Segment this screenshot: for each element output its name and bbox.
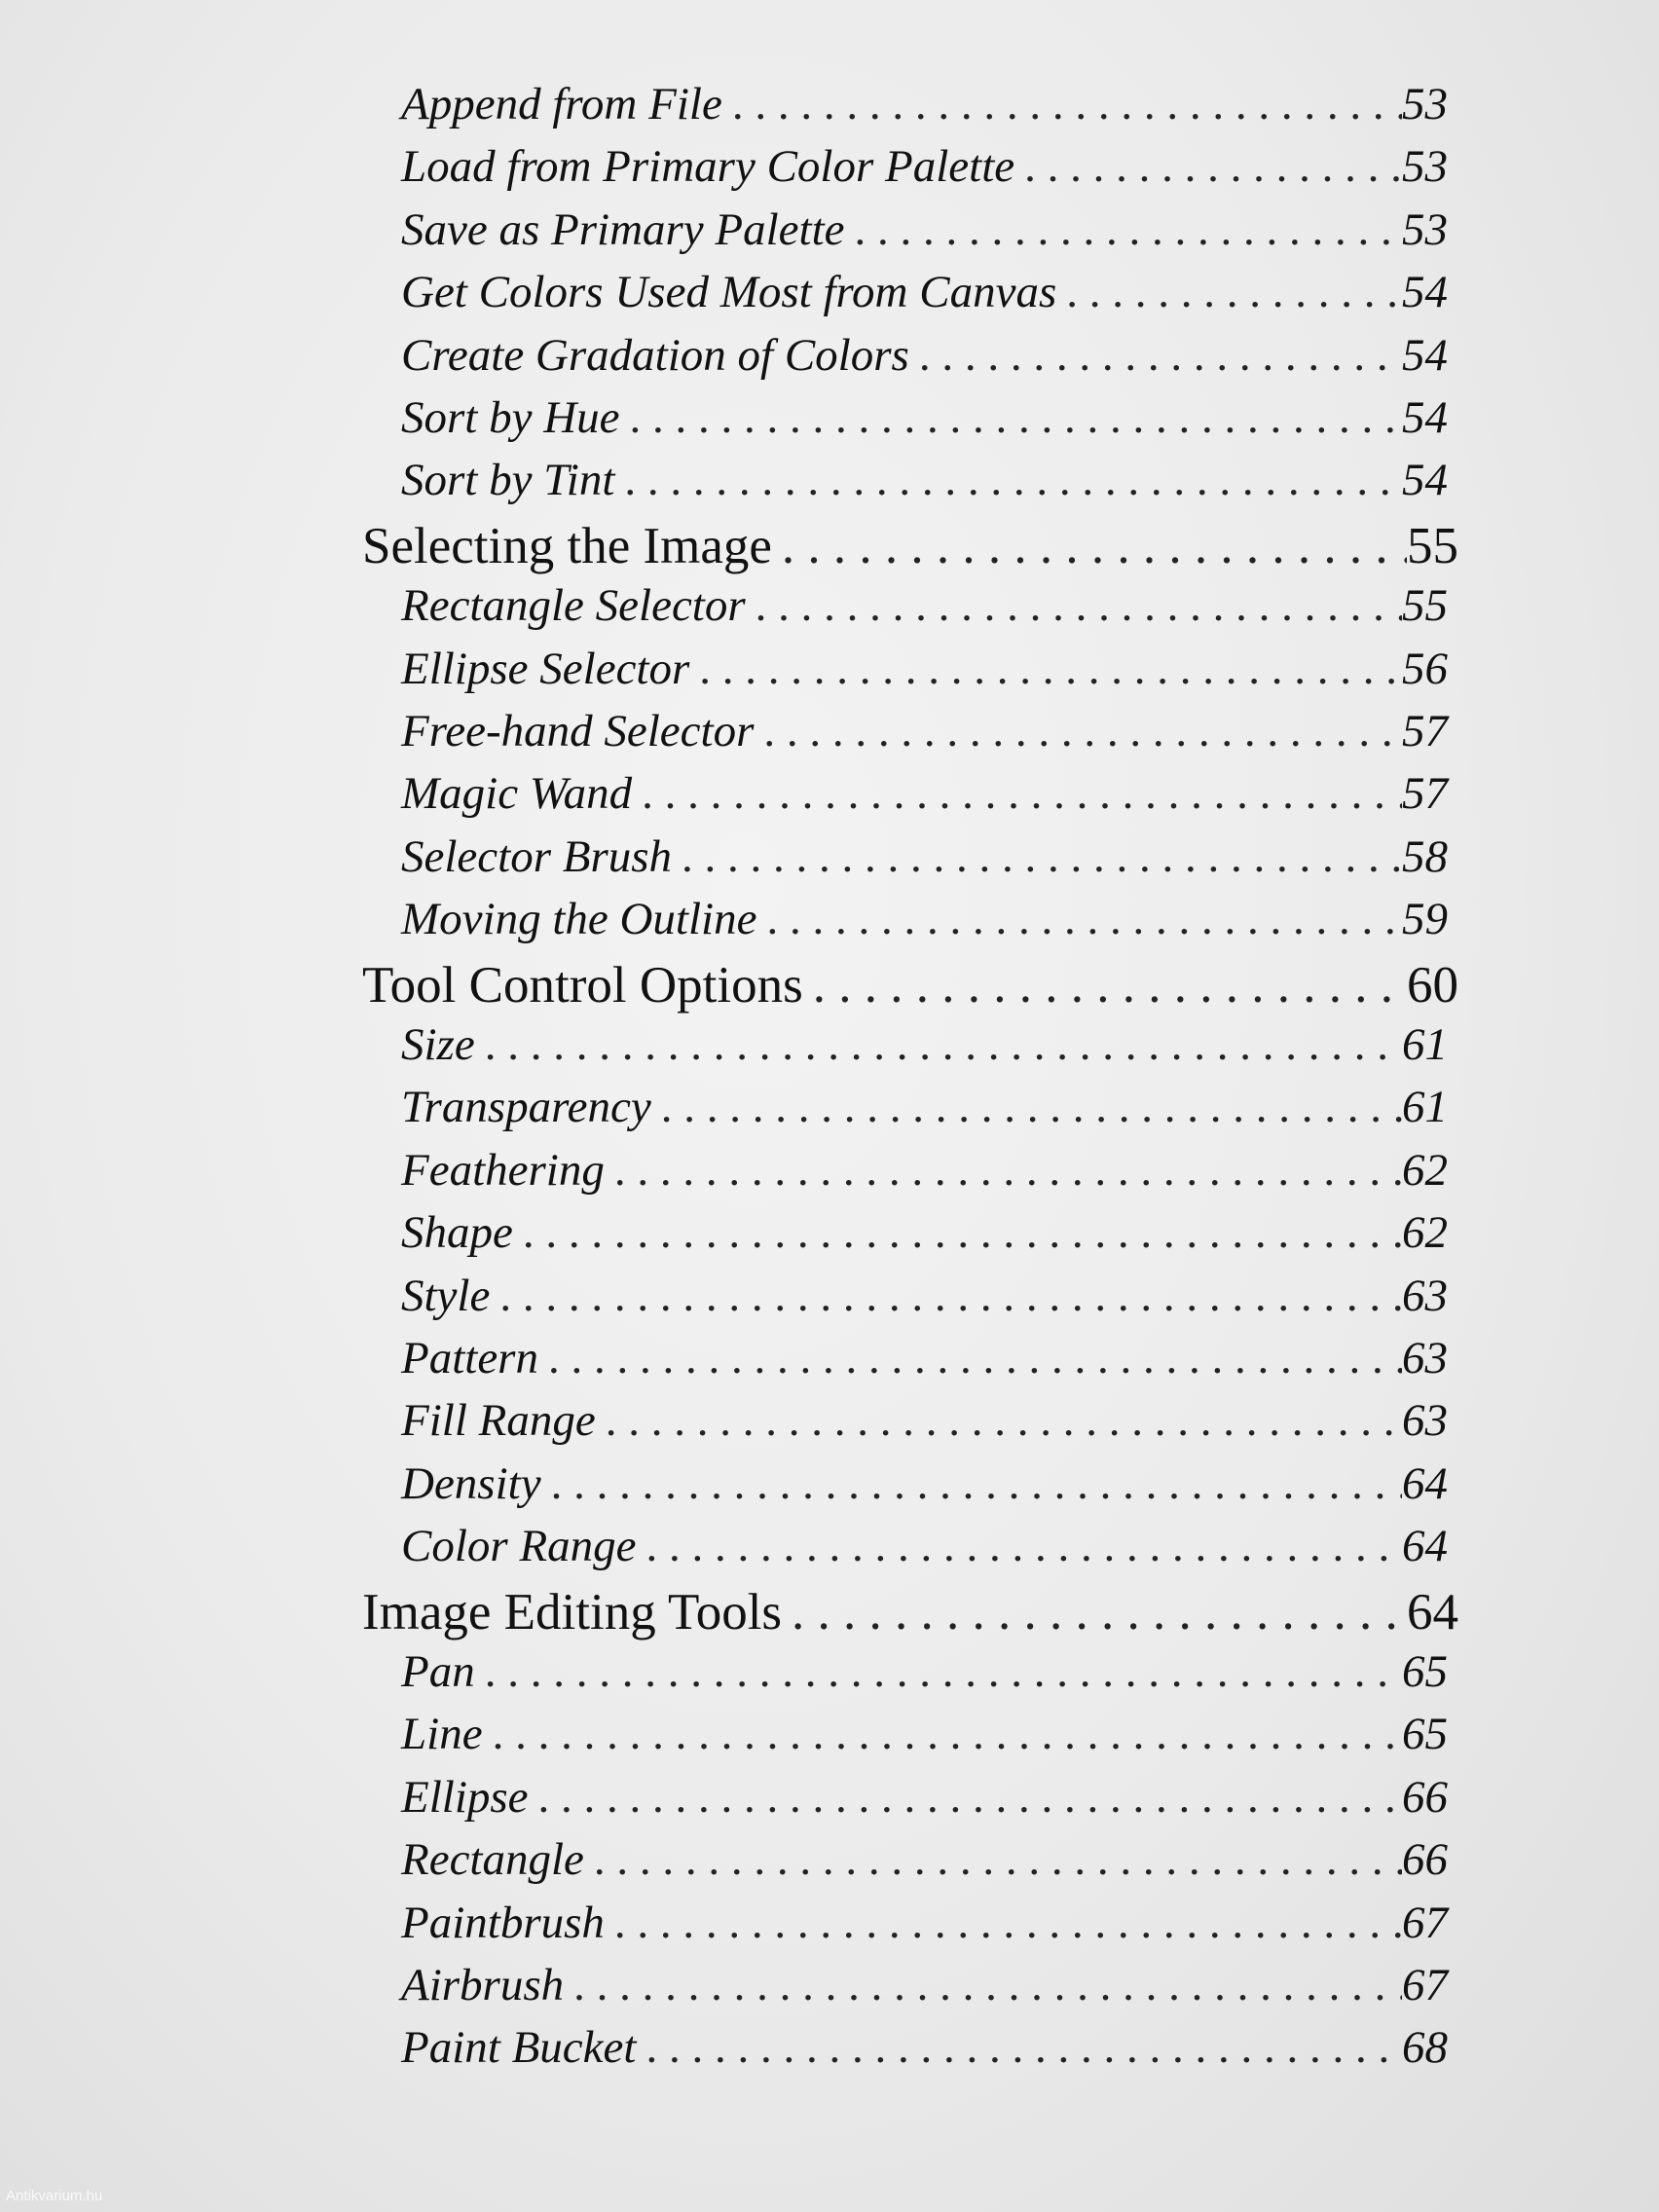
dot-leader xyxy=(636,2021,1402,2074)
dot-leader xyxy=(651,1081,1402,1133)
toc-entry-label: Pan xyxy=(401,1646,475,1697)
toc-entry xyxy=(401,1645,1448,1698)
toc-entry-page-number: 53 xyxy=(1402,79,1448,129)
dot-leader xyxy=(782,1583,1407,1641)
toc-entry xyxy=(401,1897,1448,1949)
dot-leader xyxy=(637,1520,1402,1572)
toc-entry-page-number: 63 xyxy=(1402,1333,1448,1383)
toc-entry-label: Rectangle Selector xyxy=(401,580,746,632)
dot-leader xyxy=(483,1708,1402,1760)
toc-entry-label: Selector Brush xyxy=(401,830,673,882)
toc-entry-page-number: 62 xyxy=(1402,1144,1448,1196)
toc-entry xyxy=(401,454,1448,506)
toc-entry-page-number: 68 xyxy=(1402,2022,1448,2074)
dot-leader xyxy=(803,956,1407,1014)
toc-entry-page-number: 67 xyxy=(1402,1960,1448,2010)
dot-leader xyxy=(620,391,1402,444)
toc-entry xyxy=(401,78,1448,130)
dot-leader xyxy=(754,705,1402,757)
dot-leader xyxy=(1056,266,1402,318)
toc-entry xyxy=(401,705,1448,757)
toc-entry-page-number: 65 xyxy=(1402,1646,1448,1697)
toc-entry-page-number: 54 xyxy=(1402,455,1448,506)
toc-entry-page-number: 61 xyxy=(1402,1082,1448,1133)
dot-leader xyxy=(513,1206,1402,1259)
toc-entry-label: Get Colors Used Most from Canvas xyxy=(401,267,1057,318)
toc-entry xyxy=(401,1457,1448,1510)
dot-leader xyxy=(722,78,1402,130)
toc-section-entry xyxy=(362,517,1458,575)
toc-entry-page-number: 64 xyxy=(1402,1457,1448,1509)
dot-leader xyxy=(490,1270,1402,1322)
dot-leader xyxy=(529,1771,1402,1824)
toc-entry-label: Ellipse Selector xyxy=(401,643,690,694)
toc-entry-label: Pattern xyxy=(401,1333,538,1383)
toc-entry-label: Density xyxy=(401,1457,541,1509)
toc-entry-page-number: 54 xyxy=(1402,329,1448,381)
toc-entry-page-number: 66 xyxy=(1402,1834,1448,1886)
toc-entry xyxy=(401,1081,1448,1133)
toc-entry-page-number: 60 xyxy=(1407,956,1458,1014)
toc-entry xyxy=(401,203,1448,256)
toc-entry-page-number: 53 xyxy=(1402,141,1448,193)
dot-leader xyxy=(538,1332,1402,1384)
toc-entry-label: Moving the Outline xyxy=(401,894,757,945)
toc-entry-label: Shape xyxy=(401,1207,513,1259)
toc-entry-page-number: 53 xyxy=(1402,203,1448,255)
toc-entry-page-number: 57 xyxy=(1402,706,1448,756)
toc-entry xyxy=(401,893,1448,945)
dot-leader xyxy=(541,1457,1402,1510)
toc-entry-label: Line xyxy=(401,1709,483,1760)
watermark: Antikvarium.hu xyxy=(6,2188,103,2204)
toc-entry xyxy=(401,266,1448,318)
dot-leader xyxy=(746,579,1402,632)
toc-entry-label: Paintbrush xyxy=(401,1897,605,1948)
dot-leader xyxy=(909,329,1402,382)
toc-entry-label: Load from Primary Color Palette xyxy=(401,141,1015,193)
toc-entry xyxy=(401,830,1448,883)
toc-entry-label: Sort by Hue xyxy=(401,392,620,443)
toc-entry-label: Ellipse xyxy=(401,1771,529,1823)
toc-section-entry xyxy=(362,956,1458,1014)
toc-entry-label: Selecting the Image xyxy=(362,517,772,574)
toc-entry-page-number: 59 xyxy=(1402,894,1448,945)
toc-entry-label: Paint Bucket xyxy=(401,2022,637,2074)
toc-entry xyxy=(401,1708,1448,1760)
dot-leader xyxy=(614,454,1402,506)
toc-entry-label: Color Range xyxy=(401,1521,637,1572)
toc-entry xyxy=(401,140,1448,193)
toc-entry-page-number: 55 xyxy=(1407,517,1458,574)
toc-entry xyxy=(401,1332,1448,1384)
toc-entry-label: Free-hand Selector xyxy=(401,706,755,756)
toc-entry-label: Sort by Tint xyxy=(401,455,615,506)
toc-entry xyxy=(401,1394,1448,1447)
toc-entry xyxy=(401,1833,1448,1886)
toc-entry-label: Magic Wand xyxy=(401,768,633,820)
toc-entry-label: Image Editing Tools xyxy=(362,1583,783,1641)
toc-entry-label: Tool Control Options xyxy=(362,956,803,1014)
dot-leader xyxy=(605,1144,1402,1197)
toc-entry xyxy=(401,1144,1448,1197)
dot-leader xyxy=(845,203,1402,256)
toc-entry-page-number: 64 xyxy=(1407,1583,1458,1641)
toc-entry-label: Style xyxy=(401,1270,491,1321)
toc-entry-page-number: 64 xyxy=(1402,1521,1448,1572)
toc-entry-label: Append from File xyxy=(401,79,722,129)
toc-entry xyxy=(401,391,1448,444)
dot-leader xyxy=(756,893,1402,945)
toc-entry-page-number: 58 xyxy=(1402,830,1448,882)
toc-entry-label: Size xyxy=(401,1019,475,1070)
dot-leader xyxy=(772,517,1407,575)
toc-entry xyxy=(401,1206,1448,1259)
dot-leader xyxy=(564,1959,1402,2011)
toc-entry-page-number: 54 xyxy=(1402,267,1448,318)
toc-entry xyxy=(401,579,1448,632)
toc-entry xyxy=(401,1959,1448,2011)
toc-entry-label: Feathering xyxy=(401,1144,605,1196)
toc-entry-page-number: 63 xyxy=(1402,1270,1448,1321)
toc-entry-label: Save as Primary Palette xyxy=(401,203,845,255)
toc-entry-page-number: 54 xyxy=(1402,392,1448,443)
toc-entry xyxy=(401,2021,1448,2074)
toc-entry-label: Transparency xyxy=(401,1082,651,1133)
dot-leader xyxy=(475,1645,1402,1698)
toc-entry-page-number: 63 xyxy=(1402,1395,1448,1447)
toc-entry-page-number: 62 xyxy=(1402,1207,1448,1259)
toc-entry-label: Airbrush xyxy=(401,1960,565,2010)
toc-entry xyxy=(401,329,1448,382)
toc-entry xyxy=(401,1771,1448,1824)
dot-leader xyxy=(584,1833,1402,1886)
dot-leader xyxy=(632,767,1402,820)
toc-entry-page-number: 65 xyxy=(1402,1709,1448,1760)
toc-section-entry xyxy=(362,1583,1458,1641)
toc-entry xyxy=(401,767,1448,820)
toc-entry xyxy=(401,1520,1448,1572)
toc-entry-label: Rectangle xyxy=(401,1834,584,1886)
dot-leader xyxy=(605,1897,1402,1949)
toc-entry xyxy=(401,643,1448,695)
toc-entry-label: Create Gradation of Colors xyxy=(401,329,909,381)
toc-entry-page-number: 55 xyxy=(1402,580,1448,632)
dot-leader xyxy=(475,1018,1402,1071)
dot-leader xyxy=(689,643,1402,695)
toc-entry-page-number: 56 xyxy=(1402,643,1448,694)
toc-entry xyxy=(401,1270,1448,1322)
toc-entry-page-number: 66 xyxy=(1402,1771,1448,1823)
toc-entry-page-number: 61 xyxy=(1402,1019,1448,1070)
toc-entry xyxy=(401,1018,1448,1071)
dot-leader xyxy=(1014,140,1402,193)
toc-entry-page-number: 57 xyxy=(1402,768,1448,820)
toc-entry-page-number: 67 xyxy=(1402,1897,1448,1948)
toc-entry-label: Fill Range xyxy=(401,1395,596,1447)
dot-leader xyxy=(672,830,1402,883)
dot-leader xyxy=(596,1394,1402,1447)
